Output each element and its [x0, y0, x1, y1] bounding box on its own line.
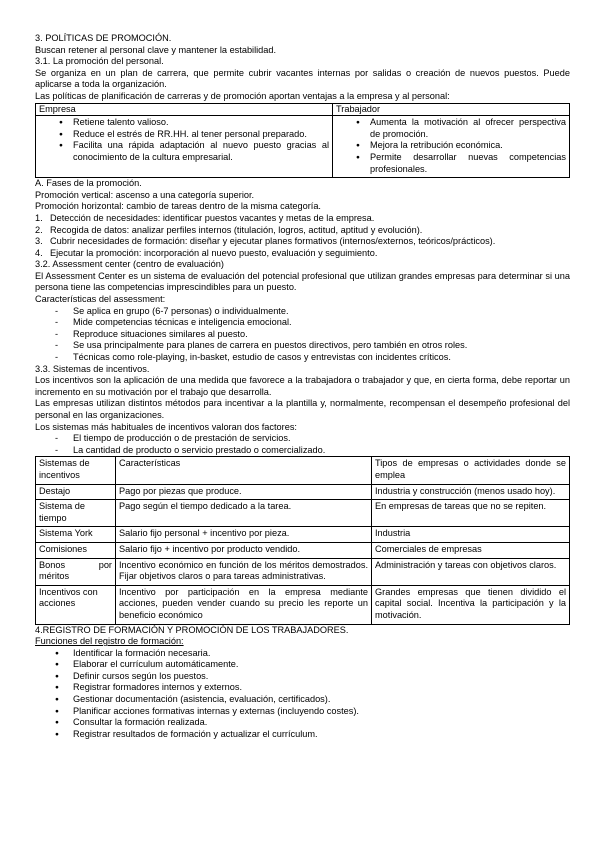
table-cell: Comisiones — [36, 542, 116, 558]
section-3-3-text-3: Los sistemas más habituales de incentivos valoran dos factores: — [35, 421, 297, 432]
advantages-trabajador-cell — [333, 116, 570, 178]
table-cell: Grandes empresas que tienen dividido el capital social. Incentiva la participación y la motivación. — [372, 585, 570, 624]
list-item: ● Reduce el estrés de RR.HH. al tener personal preparado. — [39, 129, 329, 141]
list-item: 2. Recogida de datos: analizar perfiles internos (titulación, logros, actitud, aptitud y evolución). — [35, 224, 423, 235]
advantages-header-empresa: Empresa — [36, 103, 333, 116]
list-item: - Mide competencias técnicas e inteligencia emocional. — [35, 317, 570, 329]
list-item: 4. Ejecutar la promoción: incorporación al nuevo puesto, evaluación y seguimiento. — [35, 247, 378, 258]
list-item: 1. Detección de necesidades: identificar puestos vacantes y metas de la empresa. — [35, 212, 375, 223]
table-cell: Administración y tareas con objetivos claros. — [372, 558, 570, 585]
section-3-3-title: 3.3. Sistemas de incentivos. — [35, 363, 150, 374]
section-3-2-char-title: Características del assessment: — [35, 294, 166, 305]
assessment-characteristics-list — [35, 306, 570, 364]
advantages-table — [35, 103, 570, 179]
table-cell: Destajo — [36, 484, 116, 500]
incentive-factors-list — [35, 433, 570, 456]
table-cell: Industria — [372, 527, 570, 543]
promocion-horizontal: Promoción horizontal: cambio de tareas dentro de la misma categoría. — [35, 201, 321, 212]
list-item: 3. Cubrir necesidades de formación: diseñar y ejecutar planes formativos (internos/externos, teóricos/prácticos). — [35, 236, 496, 247]
table-row — [36, 542, 570, 558]
table-cell: Industria y construcción (menos usado hoy). — [372, 484, 570, 500]
table-cell: Pago según el tiempo dedicado a la tarea. — [116, 500, 372, 527]
list-item: ● Gestionar documentación (asistencia, evaluación, certificados). — [35, 694, 570, 706]
table-cell: Incentivo por participación en la empresa mediante acciones, pueden vender cuando su precio les reporte un beneficio económico — [116, 585, 372, 624]
fases-title: A. Fases de la promoción. — [35, 178, 142, 189]
section-3-1-text-2: Las políticas de planificación de carreras y de promoción aportan ventajas a la empresa y al personal: — [35, 90, 450, 101]
list-item: ● Mejora la retribución económica. — [336, 140, 566, 152]
table-cell: Incentivos con acciones — [36, 585, 116, 624]
section-3-3-text-2: Las empresas utilizan distintos métodos para incentivar a la plantilla y, normalmente, recompensan el desempeño profesional del personal en las organizaciones. — [35, 398, 570, 420]
section-3-1-title: 3.1. La promoción del personal. — [35, 56, 164, 67]
list-item: ● Consultar la formación realizada. — [35, 717, 570, 729]
table-row — [36, 585, 570, 624]
list-item: ● Planificar acciones formativas internas y externas (incluyendo costes). — [35, 706, 570, 718]
list-item: ● Registrar resultados de formación y actualizar el currículum. — [35, 729, 570, 741]
list-item: ● Aumenta la motivación al ofrecer perspectiva de promoción. — [336, 117, 566, 140]
list-item: - Se usa principalmente para planes de carrera en puestos directivos, pero también en otros roles. — [35, 340, 570, 352]
section-3-1-text: Se organiza en un plan de carrera, que permite cubrir vacantes internas por salidas o creación de nuevos puestos. Puede aplicarse a toda la organización. — [35, 67, 570, 90]
list-item: ● Registrar formadores internos y externos. — [35, 682, 570, 694]
registro-functions-list — [35, 648, 570, 741]
advantages-empresa-cell — [36, 116, 333, 178]
table-header-row — [36, 457, 570, 484]
list-item: ● Definir cursos según los puestos. — [35, 671, 570, 683]
list-item: ● Permite desarrollar nuevas competencias profesionales. — [336, 152, 566, 175]
table-cell: Sistema York — [36, 527, 116, 543]
table-cell: Bonos por méritos — [36, 558, 116, 585]
table-header-cell: Características — [116, 457, 372, 484]
trabajador-list — [336, 117, 566, 175]
section-3-2-title: 3.2. Assessment center (centro de evaluación) — [35, 259, 224, 270]
list-item: - Técnicas como role-playing, in-basket, estudio de casos y entrevistas con incidentes críticos. — [35, 352, 570, 364]
table-cell: Sistema de tiempo — [36, 500, 116, 527]
section-3-3-text-1: Los incentivos son la aplicación de una medida que favorece a la trabajadora o trabajador y que, en cierta forma, debe reportar un incremento en su motivación por el trabajo que desarrolla. — [35, 375, 570, 397]
empresa-list — [39, 117, 329, 163]
table-row — [36, 558, 570, 585]
table-row — [36, 527, 570, 543]
section-3-title: 3. POLÍTICAS DE PROMOCIÓN. — [35, 33, 172, 43]
promocion-vertical: Promoción vertical: ascenso a una categoría superior. — [35, 189, 255, 200]
table-row — [36, 484, 570, 500]
list-item: - La cantidad de producto o servicio prestado o comercializado. — [35, 445, 570, 457]
list-item: ● Facilita una rápida adaptación al nuevo puesto gracias al conocimiento de la cultura empresarial. — [39, 140, 329, 163]
table-cell: Salario fijo + incentivo por producto vendido. — [116, 542, 372, 558]
fases-list — [35, 213, 570, 259]
section-4-title: 4.REGISTRO DE FORMACIÓN Y PROMOCIÓN DE LOS TRABAJADORES. — [35, 624, 349, 635]
list-item: ● Identificar la formación necesaria. — [35, 648, 570, 660]
table-header-cell: Tipos de empresas o actividades donde se emplea — [372, 457, 570, 484]
list-item: - El tiempo de producción o de prestación de servicios. — [35, 433, 570, 445]
section-4-subtitle: Funciones del registro de formación: — [35, 636, 184, 647]
incentives-table — [35, 456, 570, 624]
section-3-2-text: El Assessment Center es un sistema de evaluación del potencial profesional que utilizan grandes empresas para determinar si una persona tiene las competencias imprescindibles para un puesto. — [35, 270, 570, 293]
table-cell: En empresas de tareas que no se repiten. — [372, 500, 570, 527]
table-row — [36, 500, 570, 527]
table-cell: Incentivo económico en función de los méritos demostrados. Fijar objetivos claros o para tareas administrativas. — [116, 558, 372, 585]
table-cell: Salario fijo personal + incentivo por pieza. — [116, 527, 372, 543]
list-item: - Reproduce situaciones similares al puesto. — [35, 329, 570, 341]
table-cell: Pago por piezas que produce. — [116, 484, 372, 500]
table-header-cell: Sistemas de incentivos — [36, 457, 116, 484]
table-cell: Comerciales de empresas — [372, 542, 570, 558]
advantages-header-trabajador: Trabajador — [333, 103, 570, 116]
list-item: - Se aplica en grupo (6-7 personas) o individualmente. — [35, 306, 570, 318]
list-item: ● Retiene talento valioso. — [39, 117, 329, 129]
section-3-intro: Buscan retener al personal clave y mantener la estabilidad. — [35, 44, 277, 55]
list-item: ● Elaborar el currículum automáticamente. — [35, 659, 570, 671]
